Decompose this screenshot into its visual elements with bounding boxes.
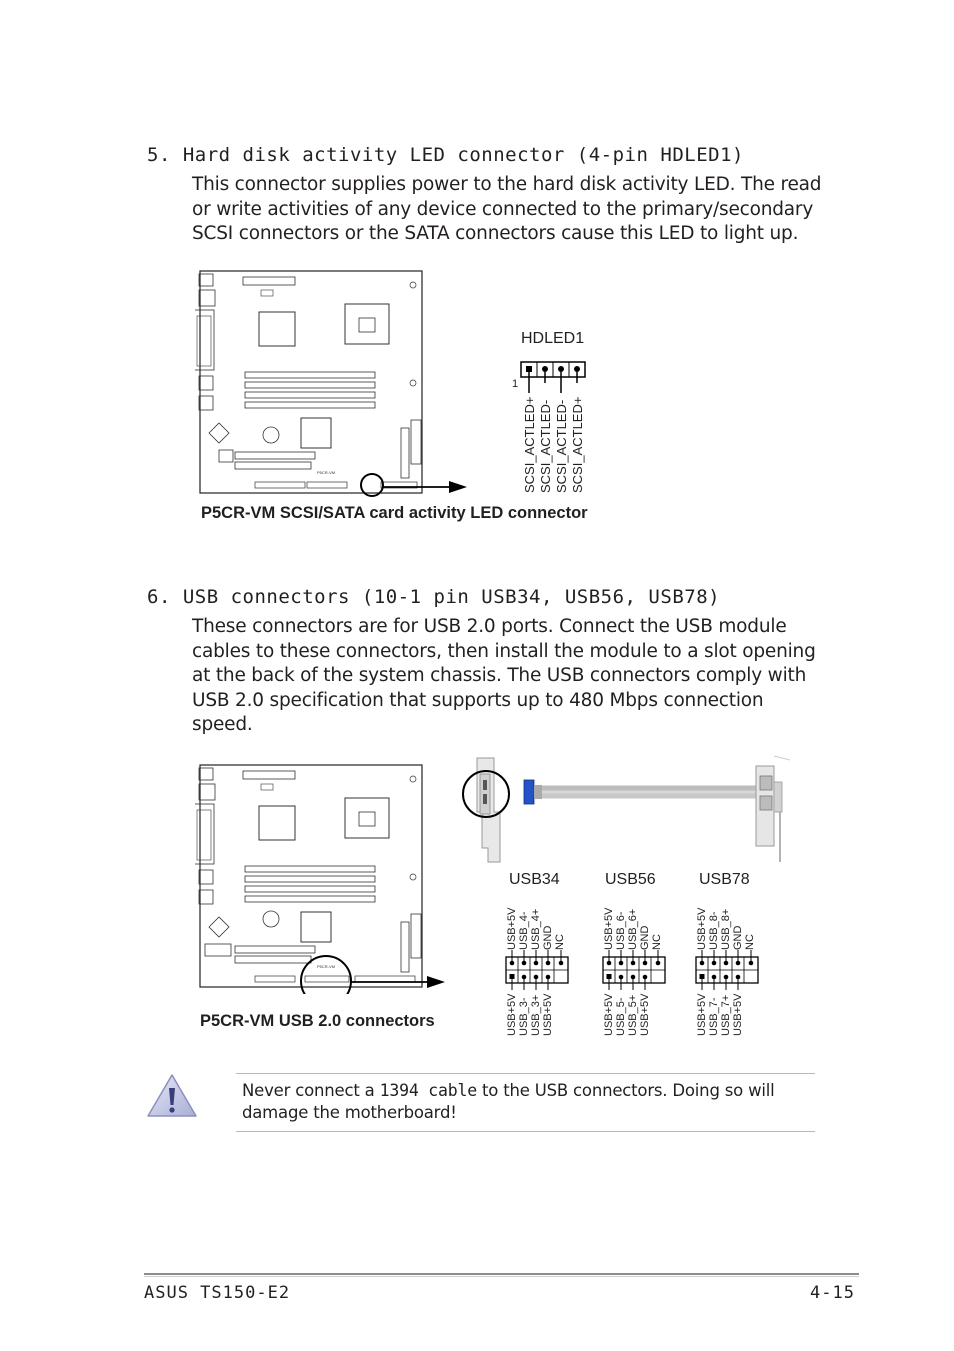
usb78-bottom-pin: USB_7+	[720, 994, 732, 1036]
usb56-top-pin: USB+5V	[603, 907, 615, 950]
warning-bottom-rule	[236, 1131, 815, 1132]
hdled1-pin-label: SCSI_ACTLED+	[570, 396, 585, 493]
usb34-top-pin: GND	[542, 925, 554, 950]
hdled1-pin-label: SCSI_ACTLED-	[538, 399, 553, 493]
usb34-bottom-pin: USB+5V	[542, 993, 554, 1036]
usb56-top-pin: GND	[639, 925, 651, 950]
footer-product: ASUS TS150-E2	[144, 1283, 291, 1303]
section-5-heading: 5. Hard disk activity LED connector (4-pin HDLED1)	[147, 144, 744, 166]
motherboard-diagram-usb	[195, 762, 455, 994]
usb34-top-pin: USB_4+	[530, 908, 542, 950]
usb78-bottom-pin: USB+5V	[696, 993, 708, 1036]
section-6-body: These connectors are for USB 2.0 ports. Connect the USB module cables to these connectors, then install the module to a slot opening at the back of the system chassis. The USB connectors comply with USB 2.0 specification that supports up to 480 Mbps connection speed.	[192, 616, 816, 735]
board-silkscreen-label: P5CR-VM	[317, 964, 336, 969]
hdled1-label: HDLED1	[521, 330, 585, 347]
board-silkscreen-label: P5CR-VM	[317, 470, 336, 475]
pin-one-marker: 1	[512, 378, 519, 390]
usb56-bottom-pin: USB+5V	[603, 993, 615, 1036]
warning-emphasis: 1394 cable	[379, 1081, 477, 1100]
warning-top-rule	[236, 1073, 815, 1074]
usb34-bottom-pin: USB_3+	[530, 994, 542, 1036]
usb34-bottom-pin: USB+5V	[506, 993, 518, 1036]
usb34-header	[506, 950, 568, 990]
usb34-top-pin: USB+5V	[506, 907, 518, 950]
usb-header-pin-diagrams	[500, 950, 770, 990]
usb34-top-pin: NC	[554, 934, 566, 950]
usb78-top-pin: NC	[744, 934, 756, 950]
usb56-top-pin: NC	[651, 934, 663, 950]
motherboard-diagram-hdled	[195, 268, 480, 500]
usb34-bottom-pin: USB_3-	[518, 997, 530, 1036]
usb34-label: USB34	[509, 871, 560, 888]
usb56-bottom-pin: USB+5V	[639, 993, 651, 1036]
usb78-top-pin: USB_8+	[720, 908, 732, 950]
warning-text: Never connect a 1394 cable to the USB connectors. Doing so will damage the motherboard!	[242, 1081, 775, 1122]
figure-2-caption: P5CR-VM USB 2.0 connectors	[200, 1012, 435, 1030]
usb56-bottom-pin: USB_5+	[627, 994, 639, 1036]
usb56-label: USB56	[605, 871, 656, 888]
usb56-header	[603, 950, 665, 990]
usb78-label: USB78	[699, 871, 750, 888]
warning-triangle-icon	[145, 1072, 199, 1120]
usb56-top-pin: USB_6+	[627, 908, 639, 950]
usb34-top-pin: USB_4-	[518, 911, 530, 950]
hdled1-pin-label: SCSI_ACTLED-	[554, 399, 569, 493]
usb56-bottom-pin: USB_5-	[615, 997, 627, 1036]
footer-page-number: 4-15	[810, 1283, 855, 1303]
usb78-bottom-pin: USB+5V	[732, 993, 744, 1036]
section-5-body: This connector supplies power to the hard disk activity LED. The read or write activities of any device connected to the primary/secondary SCSI connectors or the SATA connectors cause this LED to light up.	[192, 174, 822, 244]
usb78-top-pin: USB_8-	[708, 911, 720, 950]
usb78-top-pin: USB+5V	[696, 907, 708, 950]
usb78-header	[696, 950, 758, 990]
usb56-top-pin: USB_6-	[615, 911, 627, 950]
figure-1-caption: P5CR-VM SCSI/SATA card activity LED connector	[201, 504, 588, 522]
usb78-top-pin: GND	[732, 925, 744, 950]
usb78-bottom-pin: USB_7-	[708, 997, 720, 1036]
hdled1-pin-label: SCSI_ACTLED+	[522, 396, 537, 493]
section-6-heading: 6. USB connectors (10-1 pin USB34, USB56, USB78)	[147, 586, 721, 608]
usb-bracket-cable-illustration	[460, 752, 795, 870]
footer-rule-shadow	[144, 1276, 859, 1277]
footer-rule	[144, 1273, 859, 1275]
